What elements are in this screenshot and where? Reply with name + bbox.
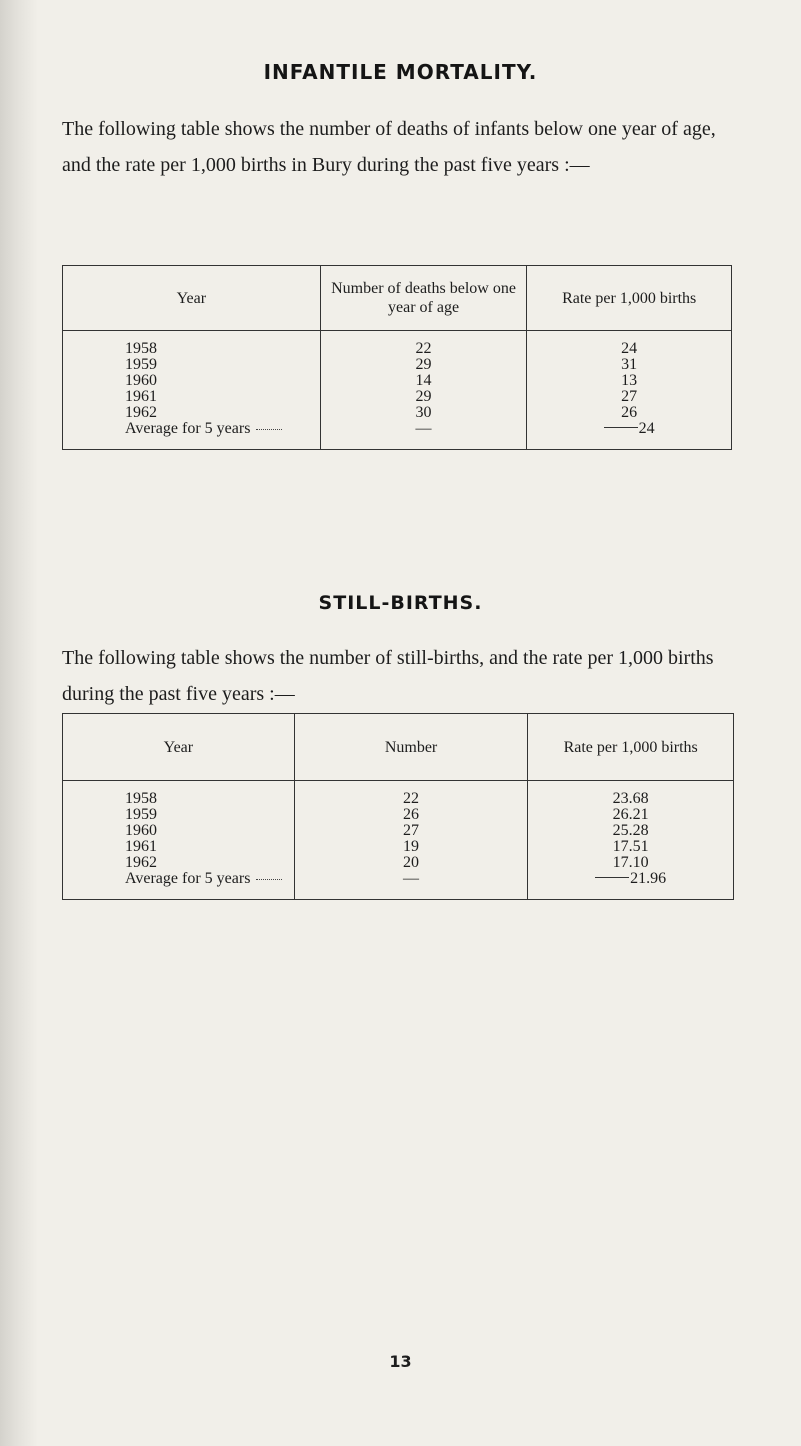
- table-row: [63, 855, 734, 871]
- table-header-row: [63, 714, 734, 781]
- year-cell: 1958: [63, 781, 295, 808]
- infant-mortality-intro: The following table shows the number of deaths of infants below one year of age, and the rate per 1,000 births in Bury during the past five years :—: [62, 118, 716, 176]
- rate-cell: 13: [527, 373, 732, 389]
- average-deaths-cell: —: [320, 421, 527, 450]
- header-year: Year: [63, 266, 321, 331]
- leader-dash: [604, 427, 638, 428]
- rate-cell: 27: [527, 389, 732, 405]
- year-cell: 1959: [63, 357, 321, 373]
- table-row: [63, 823, 734, 839]
- leader-dots: [256, 429, 282, 430]
- number-cell: 20: [294, 855, 528, 871]
- rate-cell: 25.28: [528, 823, 734, 839]
- page-number: 13: [389, 1352, 412, 1371]
- header-year: Year: [63, 714, 295, 781]
- deaths-cell: 29: [320, 357, 527, 373]
- number-cell: 26: [294, 807, 528, 823]
- table-row: [63, 331, 732, 358]
- rate-cell: 26.21: [528, 807, 734, 823]
- number-cell: 27: [294, 823, 528, 839]
- table-row: [63, 389, 732, 405]
- header-deaths: Number of deaths below one year of age: [320, 266, 527, 331]
- year-cell: 1959: [63, 807, 295, 823]
- rate-cell: 23.68: [528, 781, 734, 808]
- year-cell: 1962: [63, 405, 321, 421]
- number-cell: 19: [294, 839, 528, 855]
- average-label-cell: Average for 5 years: [63, 871, 295, 900]
- rate-cell: 26: [527, 405, 732, 421]
- year-cell: 1960: [63, 823, 295, 839]
- rate-cell: 31: [527, 357, 732, 373]
- infant-mortality-heading: INFANTILE MORTALITY.: [263, 60, 538, 84]
- rate-cell: 17.10: [528, 855, 734, 871]
- average-row: [63, 871, 734, 900]
- average-number-cell: —: [294, 871, 528, 900]
- average-rate-cell: 21.96: [528, 871, 734, 900]
- deaths-cell: 29: [320, 389, 527, 405]
- year-cell: 1962: [63, 855, 295, 871]
- year-cell: 1958: [63, 331, 321, 358]
- page-edge-shadow: [0, 0, 38, 1446]
- table-row: [63, 405, 732, 421]
- number-cell: 22: [294, 781, 528, 808]
- average-row: [63, 421, 732, 450]
- header-rate: Rate per 1,000 births: [527, 266, 732, 331]
- header-number: Number: [294, 714, 528, 781]
- year-cell: 1960: [63, 373, 321, 389]
- year-cell: 1961: [63, 839, 295, 855]
- still-births-intro: The following table shows the number of still-births, and the rate per 1,000 births during the past five years :—: [62, 647, 714, 705]
- table-row: [63, 839, 734, 855]
- still-births-table: [62, 713, 734, 900]
- deaths-cell: 22: [320, 331, 527, 358]
- table-row: [63, 781, 734, 808]
- average-rate-cell: 24: [527, 421, 732, 450]
- deaths-cell: 14: [320, 373, 527, 389]
- table-row: [63, 807, 734, 823]
- leader-dash: [595, 877, 629, 878]
- table-row: [63, 357, 732, 373]
- table-row: [63, 373, 732, 389]
- table-header-row: [63, 266, 732, 331]
- rate-cell: 17.51: [528, 839, 734, 855]
- deaths-cell: 30: [320, 405, 527, 421]
- rate-cell: 24: [527, 331, 732, 358]
- year-cell: 1961: [63, 389, 321, 405]
- header-rate: Rate per 1,000 births: [528, 714, 734, 781]
- infant-mortality-table: [62, 265, 732, 450]
- still-births-heading: STILL-BIRTHS.: [318, 592, 483, 614]
- leader-dots: [256, 879, 282, 880]
- average-label-cell: Average for 5 years: [63, 421, 321, 450]
